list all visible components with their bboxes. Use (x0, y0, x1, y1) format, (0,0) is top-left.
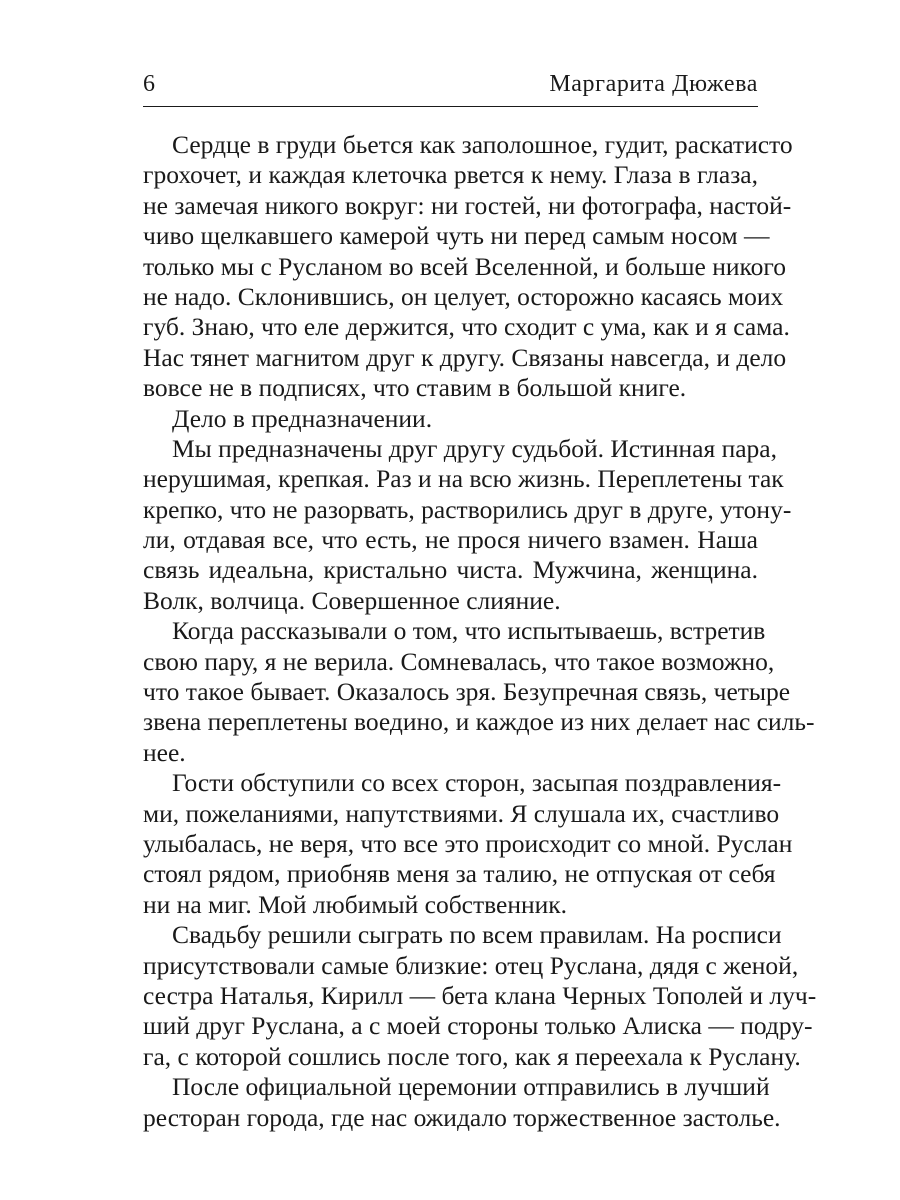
text-line: крепко, что не разорвать, растворились друг в друге, утону- (143, 494, 792, 524)
text-line: Сердце в груди бьется как заполошное, гудит, раскатисто (172, 130, 793, 159)
text-line: улыбалась, не веря, что все это происходит со мной. Руслан (143, 828, 793, 858)
text-line: звена переплетены воедино, и каждое из них делает нас силь- (143, 707, 815, 737)
text-line: вовсе не в подписях, что ставим в большой книге. (143, 373, 687, 403)
text-line: Когда рассказывали о том, что испытываешь, встретив (172, 616, 766, 646)
text-line: ми, пожеланиями, напутствиями. Я слушала их, счастливо (143, 798, 780, 828)
text-line: Дело в предназначении. (172, 403, 433, 433)
text-line: Гости обступили со всех сторон, засыпая поздравления- (172, 768, 782, 798)
text-line: После официальной церемонии отправились в лучший (172, 1072, 770, 1102)
paragraph (143, 920, 817, 1072)
text-line: нее. (143, 737, 186, 767)
text-line: губ. Знаю, что еле держится, что сходит с ума, как и я сама. (143, 312, 790, 342)
text-line: Мы предназначены друг другу судьбой. Истинная пара, (172, 433, 778, 463)
text-line: грохочет, и каждая клеточка рвется к нему. Глаза в глаза, (143, 160, 758, 190)
text-line: стоял рядом, приобняв меня за талию, не отпуская от себя (143, 859, 776, 889)
paragraph (143, 404, 758, 434)
text-line: ни на миг. Мой любимый собственник. (143, 889, 568, 919)
text-line: Свадьбу решили сыграть по всем правилам. На росписи (172, 920, 782, 950)
text-line: только мы с Русланом во всей Вселенной, и больше никого (143, 251, 786, 281)
text-line: связь идеальна, кристально чиста. Мужчина, женщина. (143, 555, 758, 585)
page-header (143, 66, 758, 102)
text-line: не надо. Склонившись, он целует, осторожно касаясь моих (143, 281, 784, 311)
text-line: га, с которой сошлись после того, как я переехала к Руслану. (143, 1041, 801, 1071)
paragraph (143, 768, 793, 920)
text-line: ресторан города, где нас ожидало торжественное застолье. (143, 1102, 781, 1132)
text-line: нерушимая, крепкая. Раз и на всю жизнь. Переплетены так (143, 464, 784, 494)
page-number: 6 (143, 71, 156, 97)
text-line: сестра Наталья, Кирилл — бета клана Черных Тополей и луч- (143, 980, 817, 1010)
paragraph (143, 616, 815, 768)
text-line: Нас тянет магнитом друг к другу. Связаны навсегда, и дело (143, 342, 787, 372)
text-line: ли, отдавая все, что есть, не прося ничего взамен. Наша (143, 525, 758, 555)
text-line: присутствовали самые близкие: отец Руслана, дядя с женой, (143, 950, 799, 980)
text-line: свою пару, я не верила. Сомневалась, что такое возможно, (143, 646, 775, 676)
paragraph (143, 130, 793, 404)
running-title: Маргарита Дюжева (549, 71, 758, 97)
paragraph (143, 433, 792, 616)
header-rule (143, 106, 758, 107)
text-line: чиво щелкавшего камерой чуть ни перед самым носом — (143, 221, 770, 251)
body-text (143, 130, 817, 1133)
text-line: что такое бывает. Оказалось зря. Безупречная связь, четыре (143, 677, 791, 707)
text-line: не замечая никого вокруг: ни гостей, ни фотографа, настой- (143, 190, 792, 220)
paragraph (143, 1072, 781, 1133)
text-line: Волк, волчица. Совершенное слияние. (143, 585, 561, 615)
text-line: ший друг Руслана, а с моей стороны только Алиска — подру- (143, 1011, 813, 1041)
